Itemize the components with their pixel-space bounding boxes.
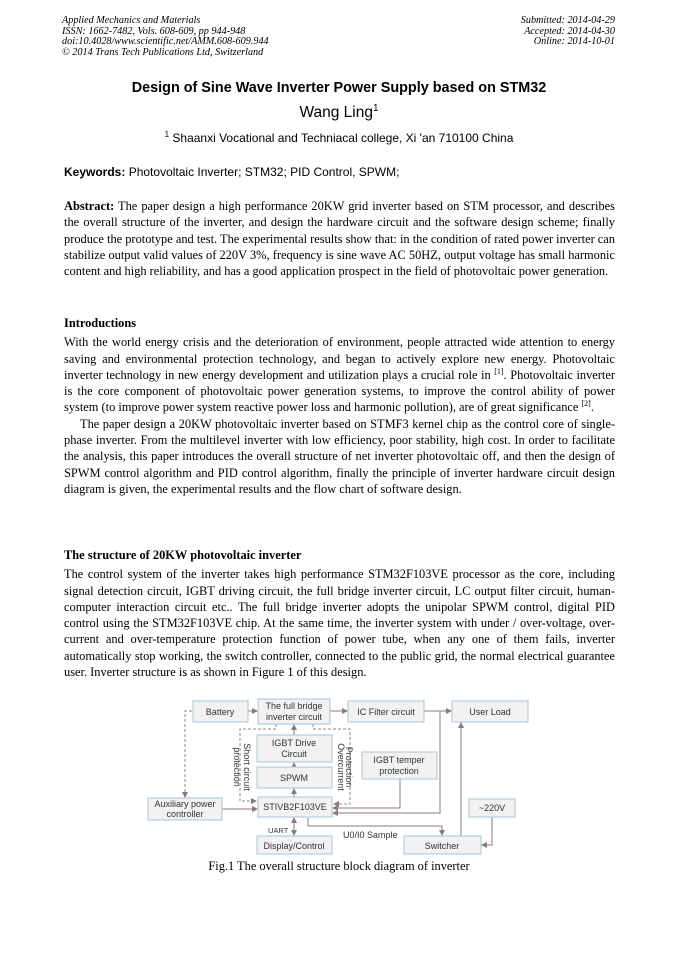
citation: [1] <box>494 366 504 376</box>
copyright: © 2014 Trans Tech Publications Ltd, Switzerland <box>62 46 264 58</box>
paragraph-text: . <box>590 400 594 415</box>
short-circuit-label: Short circuit <box>242 743 252 791</box>
uart-label: UART <box>268 826 289 835</box>
bridge-label: inverter circuit <box>265 712 323 722</box>
overcurrent-label: Overcurrent <box>336 743 346 791</box>
paragraph: The paper design a 20KW photovoltaic inverter based on STMF3 kernel chip as the control core of single-phase inverter. From the multilevel inverter with low efficiency, poor stability, high cost. In order to facilitate the analysis, this paper introduces the overall structure of net inverter photovoltaic off, and then the design of SPWM control algorithm and PID control algorithm, finally the principle of inverter hardware circuit design diagram is given, the experimental results and the flow chart of software design. <box>64 416 615 496</box>
aux-label: Auxiliary power <box>154 799 216 809</box>
igbt-label: Circuit <box>281 749 307 759</box>
abstract-label: Abstract: <box>64 199 115 213</box>
switcher-label: Switcher <box>424 841 460 851</box>
igbt-label: IGBT Drive <box>271 738 317 748</box>
temper-label: protection <box>379 766 419 776</box>
section-heading: Introductions <box>64 316 137 330</box>
aux-label: controller <box>166 809 204 819</box>
journal-name: Applied Mechanics and Materials <box>62 15 201 26</box>
v220-label: ~220V <box>478 803 506 813</box>
section-heading: The structure of 20KW photovoltaic inverter <box>64 548 302 562</box>
mcu-label: STIVB2F103VE <box>263 802 327 812</box>
temper-label: IGBT temper <box>373 755 425 765</box>
paragraph: The control system of the inverter takes high performance STM32F103VE processor as the core, including signal detection circuit, IGBT driving circuit, the full bridge inverter circuit, LC output filter circuit, human-computer interaction circuit etc.. The full bridge inverter adopts the unipolar SPWM control, digital PID control using the STM32F103VE chip. At the same time, the inverter system with under / over-voltage, over-current and over-temperature protection function of power tube, when any one of them fails, inverter automatically stop working, the switch controller, connected to the public grid, the normal electrical guarantee user. Inverter structure is as shown in Figure 1 of this design. <box>64 567 615 680</box>
figure-caption: Fig.1 The overall structure block diagram of inverter <box>208 859 470 873</box>
bridge-label: The full bridge <box>265 701 323 711</box>
author-name: Wang Ling <box>299 104 373 121</box>
doi: doi:10.4028/www.scientific.net/AMM.608-609.944 <box>62 36 269 48</box>
affiliation-text: Shaanxi Vocational and Techniacal college, Xi 'an 710100 China <box>172 131 514 145</box>
abstract-text: The paper design a high performance 20KW grid inverter based on STM processor, and describes the overall structure of the inverter, and design the hardware circuit and the software design scheme; finally produce the prototype and test. The experimental results show that: in the condition of rated power inverter can stabilize output valid values of 220V 3%, frequency is sine wave AC 50HZ, output voltage has small harmonic content and high reliability, and has a good application prospect in the field of photovoltaic power generation. <box>64 199 615 279</box>
author-sup: 1 <box>372 102 379 114</box>
paragraph-text: With the world energy crisis and the deterioration of environment, people attracted wide attention to energy saving and environmental protection technology, and began to actively explore new energy. Photovoltaic inverter technology in new energy development and utilization plays a crucial role in <box>64 335 615 382</box>
battery-label: Battery <box>205 707 235 717</box>
paper-title: Design of Sine Wave Inverter Power Supply based on STM32 <box>131 80 547 96</box>
paragraph-text: . Photovoltaic inverter is the core component of photovoltaic power generation systems, to improve the control ability of power system (to improve power system reactive power loss and harmonic pollution), are of great significance <box>64 367 615 415</box>
display-label: Display/Control <box>263 841 325 851</box>
sample-label: U0/I0 Sample <box>343 830 398 840</box>
short-circuit-label: protection <box>232 747 242 787</box>
issn: ISSN: 1662-7482, Vols. 608-609, pp 944-948 <box>62 25 246 37</box>
citation: [2] <box>581 399 591 409</box>
load-label: User Load <box>469 707 511 717</box>
submitted-date: Submitted: 2014-04-29 <box>520 15 615 26</box>
accepted-date: Accepted: 2014-04-30 <box>524 25 615 37</box>
keywords-label: Keywords: <box>64 165 126 179</box>
keywords-text: Photovoltaic Inverter; STM32; PID Control, SPWM; <box>128 165 400 179</box>
filter-label: IC Filter circuit <box>357 707 415 717</box>
online-date: Online: 2014-10-01 <box>533 36 615 48</box>
spwm-label: SPWM <box>280 773 308 783</box>
overcurrent-label: Protection <box>344 746 354 788</box>
affiliation-sup: 1 <box>164 130 170 139</box>
